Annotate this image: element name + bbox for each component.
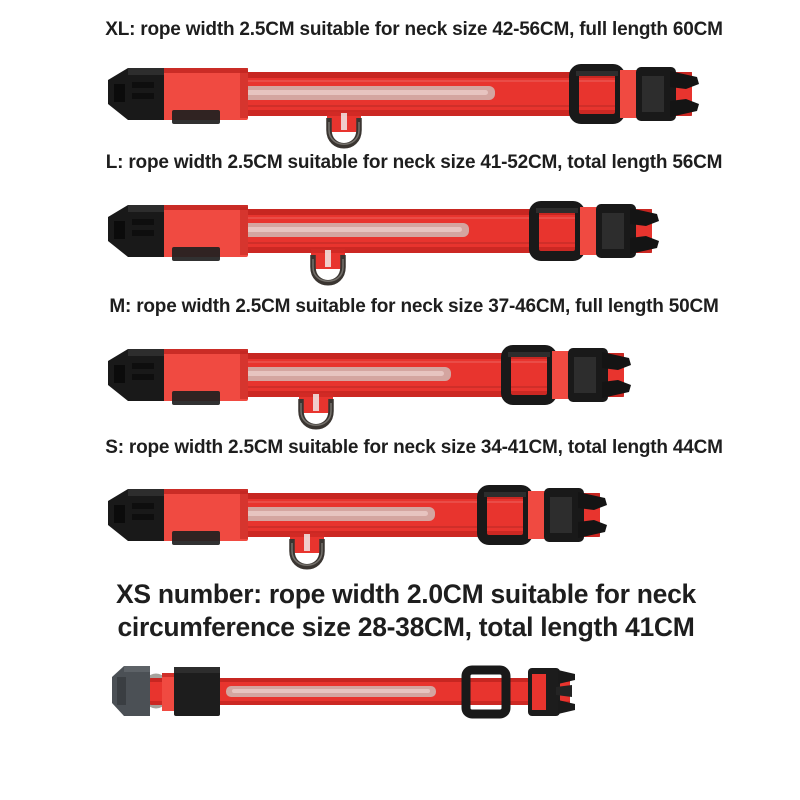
d-ring — [327, 112, 361, 146]
webbing-fold-left — [162, 667, 220, 716]
size-label-m: M: rope width 2.5CM suitable for neck size 37-46CM, full length 50CM — [109, 296, 719, 317]
led-strip — [224, 86, 495, 100]
webbing-fold-left — [162, 205, 248, 261]
led-strip — [224, 507, 435, 521]
size-label-s: S: rope width 2.5CM suitable for neck size 34-41CM, total length 44CM — [105, 437, 723, 458]
left-buckle — [108, 68, 164, 120]
led-strip — [224, 367, 451, 381]
stitch-mark — [304, 534, 310, 551]
hidden-slider-buckle — [172, 247, 220, 261]
stitch-mark — [313, 394, 319, 411]
collar-image-m — [106, 341, 632, 441]
right-clip-buckle — [528, 668, 575, 716]
d-ring — [290, 533, 324, 567]
hidden-slider-buckle — [172, 391, 220, 405]
hidden-slider-buckle — [172, 531, 220, 545]
left-buckle — [112, 666, 150, 716]
left-buckle — [108, 349, 164, 401]
hidden-slider-buckle — [172, 110, 220, 124]
d-ring — [299, 393, 333, 427]
d-ring — [311, 249, 345, 283]
led-strip — [224, 223, 469, 237]
size-label-xs: XS number: rope width 2.0CM suitable for neck circumference size 28-38CM, total length 41CM — [116, 579, 696, 642]
collar-image-xs — [110, 653, 576, 728]
webbing-fold-left — [162, 349, 248, 405]
stitch-mark — [325, 250, 331, 267]
size-label-l: L: rope width 2.5CM suitable for neck size 41-52CM, total length 56CM — [105, 152, 723, 173]
led-strip — [226, 686, 436, 697]
collar-image-s — [106, 481, 608, 581]
collar-image-xl — [106, 60, 700, 160]
left-buckle — [108, 489, 164, 541]
collar-image-l — [106, 197, 660, 297]
webbing-fold-left — [162, 489, 248, 545]
webbing-fold-left — [162, 68, 248, 124]
left-buckle — [108, 205, 164, 257]
size-label-xl: XL: rope width 2.5CM suitable for neck size 42-56CM, full length 60CM — [105, 19, 723, 40]
stitch-mark — [341, 113, 347, 130]
band-slider-buckle — [174, 667, 220, 716]
